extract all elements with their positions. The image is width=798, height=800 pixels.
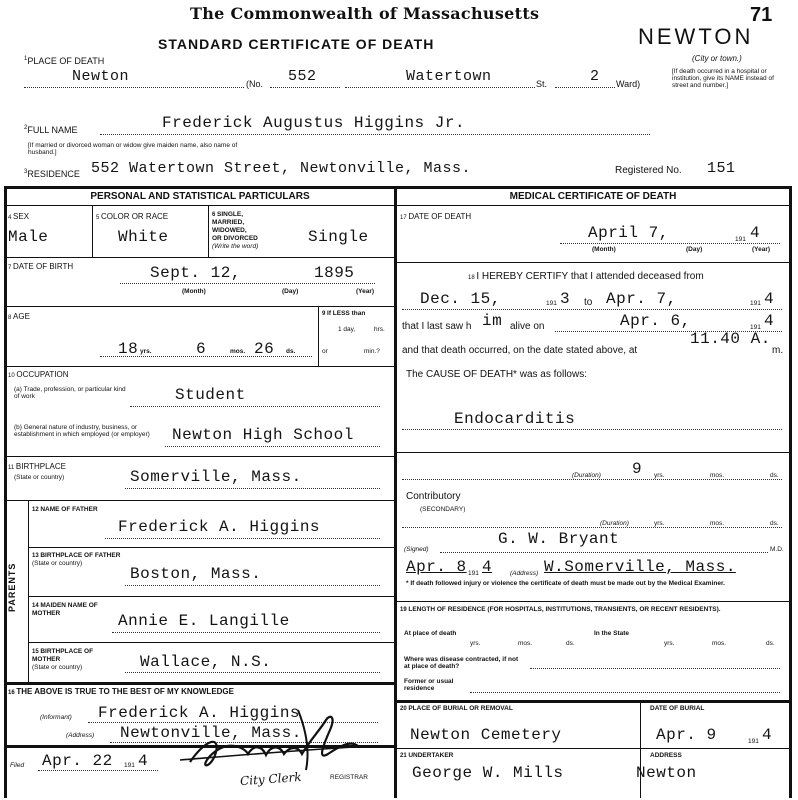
color-label: 5 COLOR OR RACE — [96, 212, 169, 221]
min-label: min.? — [364, 348, 380, 355]
age-label: 8 AGE — [8, 312, 30, 321]
informant-value: Frederick A. Higgins — [98, 704, 301, 722]
residence-label: $^3$RESIDENCE — [24, 169, 80, 179]
or-label: or — [322, 348, 328, 355]
place-of-death-label: $^1$PLACE OF DEATH — [24, 56, 105, 66]
medical-heading: MEDICAL CERTIFICATE OF DEATH — [509, 191, 677, 202]
last-saw-label: that I last saw h — [402, 321, 472, 332]
mother-birthplace-label: 15 BIRTHPLACE OF MOTHER (State or country) — [32, 648, 94, 671]
one-day-label: 1 day, — [338, 326, 356, 333]
burial-place-label: 20 PLACE OF BURIAL OR REMOVAL — [400, 705, 513, 712]
dob-label: 7 DATE OF BIRTH — [8, 262, 74, 271]
dod-year-caption: (Year) — [752, 246, 771, 253]
death-time-text: and that death occurred, on the date stated above, at — [402, 345, 638, 356]
alive-on-date: Apr. 6, — [620, 312, 691, 330]
registered-number: 151 — [707, 160, 736, 177]
dob-year: 1895 — [314, 264, 355, 282]
injury-note: * If death followed injury or violence the certificate of death must be made out by the Medical Examiner. — [406, 580, 725, 587]
at-place-yrs: yrs. — [470, 640, 481, 647]
at-place-label: At place of death — [404, 630, 457, 637]
certificate-title: STANDARD CERTIFICATE OF DEATH — [158, 36, 435, 52]
occupation-value: Student — [175, 386, 246, 404]
registrar-title: City Clerk — [239, 769, 302, 789]
occupation-label: 10 OCCUPATION — [8, 370, 69, 379]
duration-caption-2: (Duration) — [600, 520, 629, 527]
physician-name: G. W. Bryant — [498, 530, 620, 548]
color-value: White — [118, 228, 169, 246]
in-state-yrs: yrs. — [664, 640, 675, 647]
st-label: St. — [536, 79, 548, 89]
ward-label: Ward) — [616, 79, 641, 89]
mother-value: Annie E. Langille — [118, 612, 290, 630]
age-ds: 26 — [254, 340, 275, 358]
no-label: (No. — [246, 79, 264, 89]
duration-yrs-caption: yrs. — [654, 472, 665, 479]
full-name-value: Frederick Augustus Higgins Jr. — [162, 114, 466, 132]
filed-year-prefix: 191 — [124, 762, 135, 769]
undertaker-address-value: Newton — [636, 764, 697, 782]
physician-address-caption: (Address) — [510, 570, 539, 577]
hospital-note: [If death occurred in a hospital or institution, give its NAME instead of street and number.] — [672, 68, 774, 89]
mother-label: 14 MAIDEN NAME OF MOTHER — [32, 602, 98, 617]
filed-year: 4 — [138, 752, 149, 770]
residence-value: 552 Watertown Street, Newtonville, Mass. — [91, 160, 472, 177]
place-of-death-city: Newton — [72, 68, 130, 85]
age-mos: 6 — [196, 340, 207, 358]
at-place-ds: ds. — [566, 640, 575, 647]
duration-yrs: 9 — [632, 460, 643, 478]
in-state-label: In the State — [594, 630, 630, 637]
alive-year: 4 — [764, 312, 775, 330]
burial-year-prefix: 191 — [748, 738, 759, 745]
m-label: m. — [772, 345, 784, 356]
father-value: Frederick A. Higgins — [118, 518, 321, 536]
dob-value: Sept. 12, — [150, 264, 241, 282]
occupation-a-label: (a) Trade, profession, or particular kind of work — [14, 386, 126, 400]
birthplace-value: Somerville, Mass. — [130, 468, 302, 486]
where-contracted-label: Where was disease contracted, if not at place of death? — [404, 656, 519, 670]
last-saw-suffix: im — [482, 312, 503, 330]
burial-place-value: Newton Cemetery — [410, 726, 562, 744]
mother-birthplace-value: Wallace, N.S. — [140, 653, 272, 671]
dod-label: 17 DATE OF DEATH — [400, 212, 472, 221]
cause-value: Endocarditis — [454, 410, 576, 428]
dod-year-prefix: 191 — [735, 236, 746, 243]
city-caption: (City or town.) — [692, 54, 742, 63]
to-year-prefix: 191 — [750, 300, 761, 307]
registrar-label: REGISTRAR — [330, 774, 368, 781]
signed-year: 4 — [482, 558, 493, 576]
physician-address: W.Somerville, Mass. — [544, 558, 736, 576]
registered-label: Registered No. — [615, 165, 682, 176]
employer-value: Newton High School — [172, 426, 354, 444]
married-woman-note: [If married or divorced woman or widow give maiden name, also name of husband.] — [28, 142, 238, 156]
dob-month-caption: (Month) — [182, 288, 206, 295]
place-of-death-street: Watertown — [406, 68, 492, 85]
undertaker-label: 21 UNDERTAKER — [400, 752, 454, 759]
signed-year-prefix: 191 — [468, 570, 479, 577]
page-number: 71 — [750, 4, 773, 26]
ward-number: 2 — [590, 68, 600, 85]
attended-to: Apr. 7, — [606, 290, 677, 308]
informant-address-caption: (Address) — [66, 732, 95, 739]
informant-address-value: Newtonville, Mass. — [120, 724, 302, 742]
filed-label: Filed — [10, 762, 25, 769]
cause-label: The CAUSE OF DEATH* was as follows: — [406, 369, 587, 380]
duration-yrs-caption-2: yrs. — [654, 520, 665, 527]
burial-date-label: DATE OF BURIAL — [650, 705, 705, 712]
birthplace-sub: (State or country) — [14, 474, 65, 481]
occupation-b-label: (b) General nature of industry, business, or establishment in which employed (or employer) — [14, 424, 150, 438]
age-yrs: 18 — [118, 340, 139, 358]
duration-ds-caption: ds. — [770, 472, 779, 479]
filed-date: Apr. 22 — [42, 752, 113, 770]
dod-month-caption: (Month) — [592, 246, 616, 253]
father-birthplace-label: 13 BIRTHPLACE OF FATHER (State or country) — [32, 552, 121, 567]
burial-date-value: Apr. 9 — [656, 726, 717, 744]
secondary-label: (SECONDARY) — [420, 506, 466, 513]
dob-day-caption: (Day) — [282, 288, 299, 295]
place-of-death-number: 552 — [288, 68, 317, 85]
personal-heading: PERSONAL AND STATISTICAL PARTICULARS — [90, 191, 310, 202]
certify-text: 18 I HEREBY CERTIFY that I attended deceased from — [468, 271, 704, 282]
father-birthplace-value: Boston, Mass. — [130, 565, 262, 583]
burial-year: 4 — [762, 726, 773, 744]
full-name-label: $^2$FULL NAME — [24, 125, 78, 135]
length-of-residence-label: 19 LENGTH OF RESIDENCE (FOR HOSPITALS, INSTITUTIONS, TRANSIENTS, OR RECENT RESIDENTS). — [400, 606, 721, 613]
from-year: 3 — [560, 290, 571, 308]
registrar-signature-icon — [150, 700, 390, 780]
informant-caption: (Informant) — [40, 714, 72, 721]
to-label: to — [584, 297, 593, 308]
to-year: 4 — [764, 290, 775, 308]
dod-day-caption: (Day) — [686, 246, 703, 253]
md-label: M.D. — [770, 546, 784, 553]
undertaker-value: George W. Mills — [412, 764, 564, 782]
duration-ds-caption-2: ds. — [770, 520, 779, 527]
at-place-mos: mos. — [518, 640, 533, 647]
less-than-label: 9 If LESS than — [322, 310, 366, 317]
death-time-value: 11.40 A. — [690, 330, 771, 348]
former-residence-label: Former or usual residence — [404, 678, 454, 692]
age-ds-caption: ds. — [286, 348, 296, 355]
alive-year-prefix: 191 — [750, 324, 761, 331]
signed-date: Apr. 8 — [406, 558, 467, 576]
duration-mos-caption: mos. — [710, 472, 725, 479]
duration-mos-caption-2: mos. — [710, 520, 725, 527]
in-state-ds: ds. — [766, 640, 775, 647]
informant-heading: 16 THE ABOVE IS TRUE TO THE BEST OF MY KNOWLEDGE — [8, 687, 234, 696]
dob-year-caption: (Year) — [356, 288, 375, 295]
dod-value: April 7, — [588, 224, 669, 242]
age-yrs-caption: yrs. — [140, 348, 152, 355]
alive-on-label: alive on — [510, 321, 545, 332]
sex-value: Male — [8, 228, 49, 246]
attended-from: Dec. 15, — [420, 290, 501, 308]
in-state-mos: mos. — [712, 640, 727, 647]
contributory-label: Contributory — [406, 491, 461, 502]
birthplace-label: 11 BIRTHPLACE — [8, 462, 66, 471]
marital-label: 6 SINGLE, MARRIED, WIDOWED, OR DIVORCED (Write the word) — [212, 211, 259, 250]
duration-caption: (Duration) — [572, 472, 601, 479]
dod-year: 4 — [750, 224, 761, 242]
signed-caption: (Signed) — [404, 546, 429, 553]
sex-label: 4 SEX — [8, 212, 30, 221]
father-label: 12 NAME OF FATHER — [32, 506, 98, 513]
age-mos-caption: mos. — [230, 348, 246, 355]
commonwealth-heading: The Commonwealth of Massachusetts — [190, 4, 540, 23]
undertaker-address-label: ADDRESS — [650, 752, 682, 759]
hrs-label: hrs. — [374, 326, 385, 333]
marital-value: Single — [308, 228, 369, 246]
city-name: NEWTON — [638, 24, 754, 49]
parents-label: PARENTS — [7, 562, 17, 612]
from-year-prefix: 191 — [546, 300, 557, 307]
